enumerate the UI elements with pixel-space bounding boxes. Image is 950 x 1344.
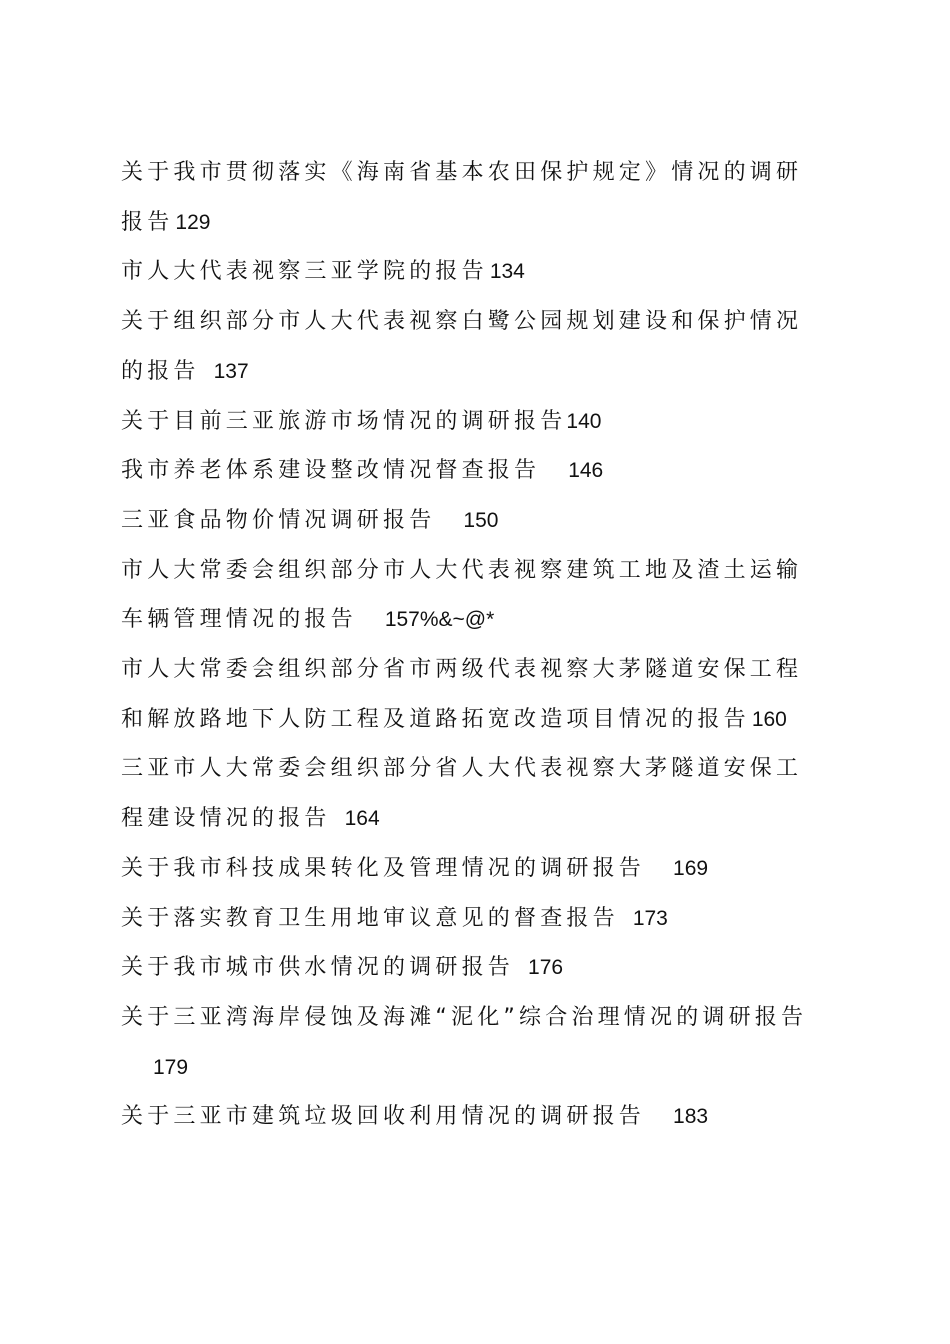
toc-entry[interactable] bbox=[121, 844, 821, 894]
toc-entry-page: 137 bbox=[213, 359, 249, 383]
toc-entry-page: 179 bbox=[153, 1055, 189, 1079]
table-of-contents bbox=[121, 148, 821, 1142]
toc-entry[interactable] bbox=[121, 943, 821, 993]
toc-entry[interactable] bbox=[121, 744, 821, 843]
toc-entry-page: 164 bbox=[344, 807, 380, 831]
toc-entry[interactable] bbox=[121, 546, 821, 645]
toc-entry-page: 140 bbox=[566, 409, 602, 433]
toc-entry-page: 169 bbox=[673, 856, 709, 880]
toc-entry[interactable] bbox=[121, 1092, 821, 1142]
toc-entry[interactable] bbox=[121, 993, 821, 1092]
toc-entry[interactable] bbox=[121, 297, 821, 396]
toc-entry[interactable] bbox=[121, 496, 821, 546]
toc-entry-page: 129 bbox=[175, 210, 211, 234]
toc-entry[interactable] bbox=[121, 397, 821, 447]
toc-entry-title: 关于我市贯彻落实《海南省基本农田保护规定》情况的调研报告 bbox=[121, 160, 803, 235]
toc-entry-title: 市人大常委会组织部分市人大代表视察建筑工地及渣土运输车辆管理情况的报告 bbox=[121, 557, 803, 633]
toc-entry[interactable] bbox=[121, 894, 821, 944]
toc-entry-page: 134 bbox=[489, 260, 525, 284]
toc-entry-title: 关于三亚湾海岸侵蚀及海滩“泥化”综合治理情况的调研报告 bbox=[121, 1004, 808, 1030]
toc-entry[interactable] bbox=[121, 645, 821, 744]
toc-entry-title: 关于三亚市建筑垃圾回收利用情况的调研报告 bbox=[121, 1104, 646, 1130]
toc-entry-title: 关于目前三亚旅游市场情况的调研报告 bbox=[121, 408, 567, 434]
toc-entry[interactable] bbox=[121, 247, 821, 297]
toc-entry-title: 关于我市科技成果转化及管理情况的调研报告 bbox=[121, 855, 646, 881]
toc-entry-title: 关于组织部分市人大代表视察白鹭公园规划建设和保护情况的报告 bbox=[121, 309, 803, 384]
toc-entry[interactable] bbox=[121, 446, 821, 496]
toc-entry-title: 三亚食品物价情况调研报告 bbox=[121, 507, 436, 533]
toc-entry-title: 市人大代表视察三亚学院的报告 bbox=[121, 259, 488, 285]
toc-entry-title: 关于落实教育卫生用地审议意见的督查报告 bbox=[121, 905, 619, 931]
toc-entry-page: 176 bbox=[528, 956, 564, 980]
toc-entry-title: 关于我市城市供水情况的调研报告 bbox=[121, 955, 515, 981]
toc-entry-page: 146 bbox=[568, 459, 604, 483]
toc-entry-title: 我市养老体系建设整改情况督查报告 bbox=[121, 458, 541, 484]
toc-entry-page: 150 bbox=[463, 508, 499, 532]
toc-entry-page: 173 bbox=[632, 906, 668, 930]
toc-entry[interactable] bbox=[121, 148, 821, 247]
toc-entry-page: 157%&~@* bbox=[384, 608, 495, 632]
toc-entry-title: 三亚市人大常委会组织部分省人大代表视察大茅隧道安保工程建设情况的报告 bbox=[121, 756, 803, 832]
toc-entry-page: 160 bbox=[751, 707, 787, 731]
toc-entry-page: 183 bbox=[673, 1105, 709, 1129]
toc-entry-title: 市人大常委会组织部分省市两级代表视察大茅隧道安保工程和解放路地下人防工程及道路拓宽改造项目情况的报告 bbox=[121, 657, 803, 732]
